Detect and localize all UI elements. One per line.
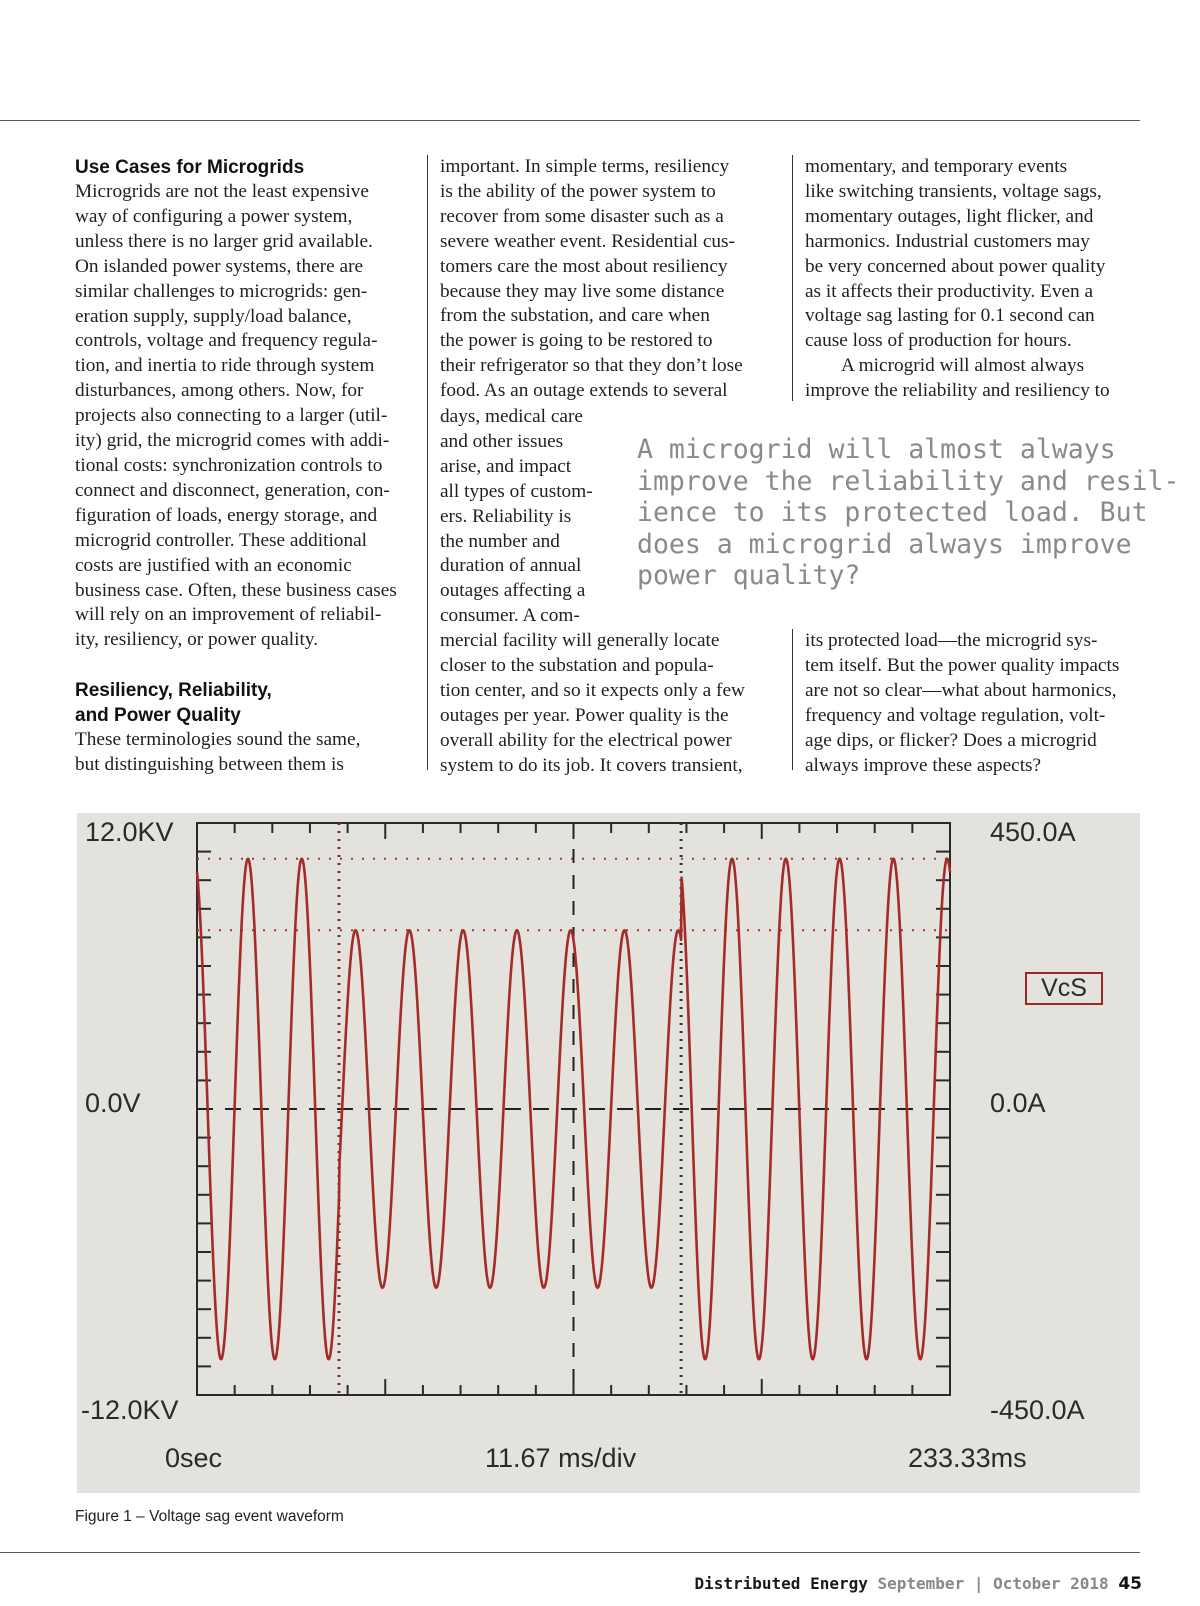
top-rule: [0, 120, 1140, 121]
text-line: consumer. A com-: [440, 605, 580, 627]
text-line: be very concerned about power quality: [805, 255, 1106, 277]
column-2-top: [440, 155, 785, 404]
text-line: its protected load—the microgrid sys-: [805, 630, 1098, 651]
text-line: way of configuring a power system,: [75, 205, 353, 227]
column-divider-1: [427, 155, 428, 770]
text-line: harmonics. Industrial customers may: [805, 230, 1090, 252]
text-line: but distinguishing between them is: [75, 754, 344, 776]
y-right-top-label: 450.0A: [990, 817, 1076, 847]
text-line: projects also connecting to a larger (util-: [75, 405, 388, 427]
text-line: from the substation, and care when: [440, 305, 710, 327]
y-left-bottom-label: -12.0KV: [81, 1395, 179, 1425]
column-1: [75, 155, 420, 778]
text-line: overall ability for the electrical power: [440, 729, 732, 751]
text-line: momentary, and temporary events: [805, 156, 1068, 177]
figure-caption: Figure 1 – Voltage sag event waveform: [75, 1508, 344, 1525]
column-3-bottom: [805, 629, 1150, 778]
text-line: outages per year. Power quality is the: [440, 704, 729, 726]
text-line: important. In simple terms, resiliency: [440, 156, 730, 177]
text-line: the number and: [440, 530, 560, 552]
text-line: On islanded power systems, there are: [75, 255, 364, 277]
text-line: figuration of loads, energy storage, and: [75, 504, 378, 526]
column-divider-2-top: [792, 155, 793, 401]
text-line: voltage sag lasting for 0.1 second can: [805, 305, 1095, 327]
text-line: similar challenges to microgrids: gen-: [75, 280, 368, 302]
text-line: because they may live some distance: [440, 280, 725, 302]
issue-date: September | October 2018: [877, 1574, 1109, 1593]
heading-resiliency-line1: Resiliency, Reliability,: [75, 680, 272, 702]
text-line: Microgrids are not the least expensive: [75, 181, 369, 202]
text-line: as it affects their productivity. Even a: [805, 280, 1094, 302]
column-2-bottom: [440, 629, 785, 778]
text-line: microgrid controller. These additional: [75, 529, 367, 551]
text-line: system to do its job. It covers transient,: [440, 754, 743, 776]
text-line: tion center, and so it expects only a few: [440, 679, 745, 701]
text-line: is the ability of the power system to: [440, 180, 716, 202]
pull-quote-line: does a microgrid always improve: [637, 528, 1132, 560]
text-line: costs are justified with an economic: [75, 554, 352, 576]
x-scale-label: 11.67 ms/div: [485, 1443, 637, 1473]
text-line: improve the reliability and resiliency to: [805, 380, 1110, 402]
text-line: tem itself. But the power quality impacts: [805, 654, 1120, 676]
text-line: like switching transients, voltage sags,: [805, 180, 1102, 202]
text-line: tomers care the most about resiliency: [440, 255, 728, 277]
text-line: unless there is no larger grid available.: [75, 230, 373, 252]
heading-use-cases: Use Cases for Microgrids: [75, 157, 305, 178]
text-line: A microgrid will almost always: [841, 355, 1085, 377]
text-line: and other issues: [440, 430, 564, 452]
y-right-mid-label: 0.0A: [990, 1088, 1046, 1118]
text-line: days, medical care: [440, 406, 583, 427]
text-line: disturbances, among others. Now, for: [75, 380, 364, 402]
text-line: tion, and inertia to ride through system: [75, 355, 375, 377]
text-line: duration of annual: [440, 555, 582, 577]
y-right-bottom-label: -450.0A: [990, 1395, 1085, 1425]
magazine-name: Distributed Energy: [694, 1574, 868, 1593]
text-line: momentary outages, light flicker, and: [805, 205, 1094, 227]
bottom-rule: [0, 1552, 1140, 1553]
text-line: the power is going to be restored to: [440, 330, 713, 352]
column-3-top: [805, 155, 1150, 404]
pull-quote-line: ience to its protected load. But: [637, 497, 1148, 528]
text-line: are not so clear—what about harmonics,: [805, 679, 1117, 701]
text-line: age dips, or flicker? Does a microgrid: [805, 729, 1097, 751]
pull-quote-line: power quality?: [637, 560, 861, 591]
text-line: eration supply, supply/load balance,: [75, 305, 352, 327]
x-start-label: 0sec: [165, 1443, 223, 1473]
text-line: arise, and impact: [440, 455, 572, 477]
text-line: always improve these aspects?: [805, 754, 1042, 776]
text-line: their refrigerator so that they don’t lose: [440, 355, 743, 377]
text-line: will rely on an improvement of reliabil-: [75, 604, 382, 626]
text-line: recover from some disaster such as a: [440, 205, 724, 227]
x-end-label: 233.33ms: [908, 1443, 1027, 1473]
text-line: cause loss of production for hours.: [805, 330, 1072, 352]
text-line: connect and disconnect, generation, con-: [75, 479, 390, 501]
text-line: all types of custom-: [440, 480, 593, 502]
heading-resiliency-line2: and Power Quality: [75, 705, 241, 727]
waveform-figure: [77, 813, 1140, 1493]
text-line: ity, resiliency, or power quality.: [75, 629, 319, 651]
text-line: tional costs: synchronization controls to: [75, 454, 383, 476]
text-line: controls, voltage and frequency regula-: [75, 330, 378, 352]
pull-quote-line: A microgrid will almost always: [637, 434, 1116, 465]
y-left-top-label: 12.0KV: [85, 817, 174, 847]
y-left-mid-label: 0.0V: [85, 1088, 141, 1118]
pull-quote: [637, 434, 1180, 592]
page-number: 45: [1118, 1574, 1142, 1594]
text-line: frequency and voltage regulation, volt-: [805, 704, 1106, 726]
text-line: closer to the substation and popula-: [440, 654, 714, 676]
channel-label-vcs: VcS: [1025, 972, 1103, 1005]
text-line: ers. Reliability is: [440, 505, 572, 527]
col1-para1: [75, 180, 420, 653]
column-2-narrow: [440, 405, 620, 629]
text-line: food. As an outage extends to several: [440, 380, 728, 402]
text-line: These terminologies sound the same,: [75, 729, 361, 751]
text-line: outages affecting a: [440, 580, 586, 602]
page-footer: [694, 1574, 1142, 1594]
text-line: ity) grid, the microgrid comes with addi-: [75, 430, 390, 452]
text-line: severe weather event. Residential cus-: [440, 230, 735, 252]
text-line: business case. Often, these business cases: [75, 579, 397, 601]
text-line: mercial facility will generally locate: [440, 630, 720, 651]
column-divider-2-bottom: [792, 629, 793, 770]
waveform-chart: [77, 813, 1140, 1493]
pull-quote-line: improve the reliability and resil-: [637, 465, 1180, 497]
